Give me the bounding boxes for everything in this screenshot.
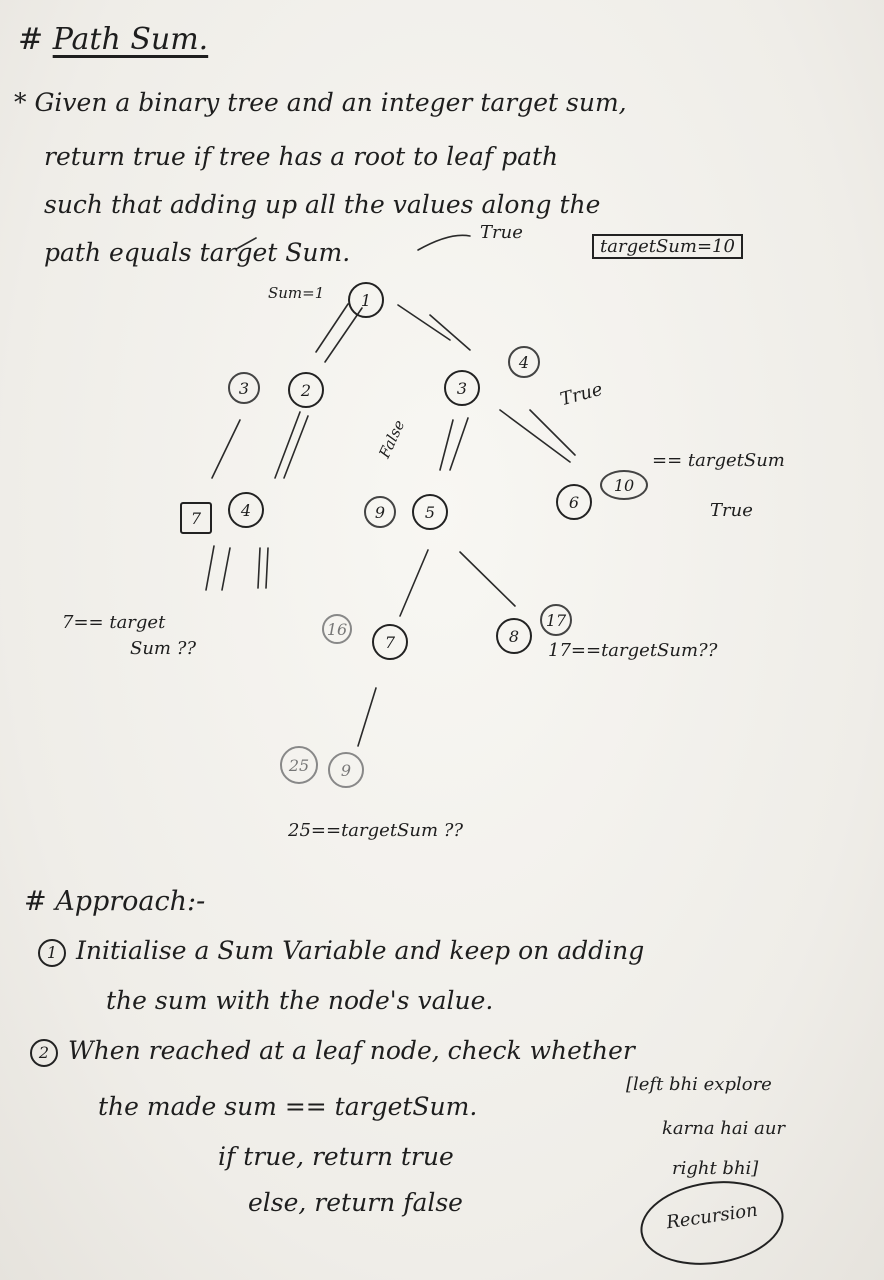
sum-3: 3 <box>228 372 260 404</box>
step-2-line-4: else, return false <box>248 1188 463 1217</box>
node-6: 6 <box>556 484 592 520</box>
node-1: 1 <box>348 282 384 318</box>
sum-label-root: Sum=1 <box>268 284 325 302</box>
sum-16: 16 <box>322 614 352 644</box>
step-1 <box>38 936 644 967</box>
recursion-label: Recursion <box>664 1199 759 1234</box>
eq25-label: 25==targetSum ?? <box>288 820 464 841</box>
target-sum-box: targetSum=10 <box>592 234 743 259</box>
node-3: 3 <box>444 370 480 406</box>
eq7-label-b: Sum ?? <box>130 638 197 659</box>
sum-10: 10 <box>600 470 648 500</box>
eq17-label: 17==targetSum?? <box>548 640 718 661</box>
true-right-label: True <box>710 500 753 521</box>
step-2-line-1: When reached at a leaf node, check whether <box>68 1036 635 1065</box>
node-7: 7 <box>372 624 408 660</box>
node-5: 5 <box>412 494 448 530</box>
sum-17: 17 <box>540 604 572 636</box>
step-2-line-3: if true, return true <box>218 1142 454 1171</box>
title-text: Path Sum. <box>52 22 209 57</box>
problem-line-1: * Given a binary tree and an integer target sum, <box>14 88 627 117</box>
node-2: 2 <box>288 372 324 408</box>
true-up-label: True <box>558 378 605 411</box>
problem-line-4: path equals target Sum. <box>44 238 351 267</box>
eq10-label: == targetSum <box>652 450 785 471</box>
eq7-label: 7== target <box>62 612 166 633</box>
approach-heading: # Approach:- <box>24 886 206 917</box>
sum-9: 9 <box>364 496 396 528</box>
problem-line-2: return true if tree has a root to leaf path <box>44 142 559 171</box>
node-4: 4 <box>228 492 264 528</box>
step-2-number: 2 <box>30 1039 58 1067</box>
step-1-line-2: the sum with the node's value. <box>106 986 494 1015</box>
step-1-line-1: Initialise a Sum Variable and keep on adding <box>76 936 645 965</box>
note-line-2: karna hai aur <box>662 1118 786 1139</box>
sum-7: 7 <box>180 502 212 534</box>
step-1-number: 1 <box>38 939 66 967</box>
false-label: False <box>375 417 409 461</box>
sum-4: 4 <box>508 346 540 378</box>
step-2 <box>30 1036 635 1067</box>
node-8: 8 <box>496 618 532 654</box>
sum-25: 25 <box>280 746 318 784</box>
problem-line-3: such that adding up all the values along the <box>44 190 601 219</box>
note-line-1: [left bhi explore <box>626 1074 772 1095</box>
note-line-3: right bhi] <box>672 1158 759 1179</box>
node-9: 9 <box>328 752 364 788</box>
title-hash: # <box>18 22 44 57</box>
step-2-line-2: the made sum == targetSum. <box>98 1092 478 1121</box>
true-annotation: True <box>480 222 523 243</box>
